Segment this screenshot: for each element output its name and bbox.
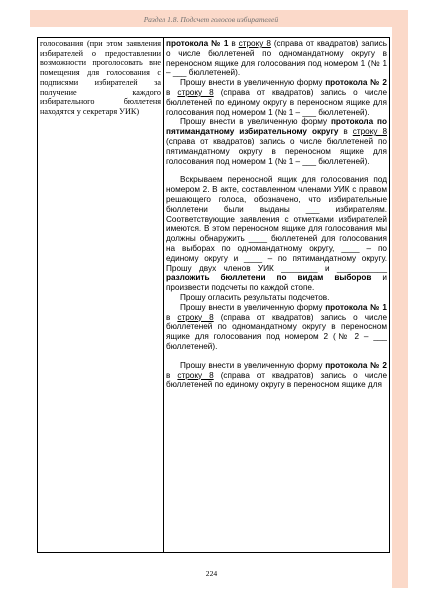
- text-fragment: и произвести подсчеты по каждой стопе.: [166, 273, 387, 293]
- table-row: [38, 38, 390, 553]
- text-fragment: в: [166, 370, 178, 380]
- text-fragment: в: [166, 87, 178, 97]
- text-fragment: (справа от квадратов) запись о числе бюллетеней по единому округу в переносном ящике для голосования под номером 1 (№ 1 – ___ бюллетеней).: [166, 87, 387, 117]
- left-cell-line-2: возможности проголосовать вне помещения для голосования с подписями избирателей за получение каждого избирательного бюллетеня находятся у секретаря УИК): [40, 58, 161, 116]
- content-table: [37, 37, 390, 553]
- text-fragment: Прошу внести в увеличенную форму: [180, 360, 326, 370]
- paragraph-gap: [166, 166, 387, 175]
- page-header: Раздел 1.8. Подсчет голосов избирателей: [30, 10, 392, 27]
- paragraph-protocol-2: [166, 78, 387, 117]
- right-cell-text: [166, 39, 387, 390]
- paragraph-protocol-1-box-2: [166, 303, 387, 352]
- paragraph-gap: [166, 352, 387, 361]
- underlined-line-ref: строку 8: [177, 87, 214, 97]
- paragraph-protocol-five-mandate: [166, 117, 387, 166]
- left-cell-text: [40, 39, 161, 117]
- paragraph-protocol-1: [166, 39, 387, 78]
- side-decoration-bar: [392, 10, 408, 588]
- paragraph-announce-results: [166, 293, 387, 303]
- text-fragment: Прошу внести в увеличенную форму: [180, 117, 331, 127]
- underlined-line-ref: строку 8: [177, 370, 214, 380]
- text-fragment: Прошу внести в увеличенную форму: [180, 302, 326, 312]
- underlined-line-ref: строку 8: [352, 127, 387, 137]
- text-fragment: в: [166, 312, 178, 322]
- underlined-line-ref: строку 8: [238, 39, 271, 48]
- text-fragment: в: [228, 39, 239, 48]
- paragraph-open-box-2: [166, 175, 387, 293]
- text-fragment: Прошу внести в увеличенную форму: [180, 78, 326, 88]
- bold-term: протокола № 2: [325, 78, 387, 88]
- bold-term: протокола № 1: [166, 39, 229, 48]
- text-fragment: (справа от квадратов) запись о числе бюллетеней по пятимандатному округу в переносном ящике для голосования под номером 1 (№ 1 – ___ бюллетеней).: [166, 136, 387, 166]
- right-cell: [164, 38, 390, 553]
- bold-term: разложить бюллетени по видам выборов: [166, 273, 372, 283]
- bold-term: протокола № 2: [325, 360, 387, 370]
- bold-term: протокола по пятимандатному избирательному округу: [166, 117, 387, 137]
- text-fragment: в: [338, 127, 353, 137]
- left-cell: [38, 38, 164, 553]
- page-number: 224: [205, 569, 218, 578]
- text-fragment: (справа от квадратов) запись о числе бюллетеней по единому округу в переносном ящике для: [166, 370, 387, 390]
- text-fragment: Прошу огласить результаты подсчетов.: [180, 292, 330, 302]
- text-fragment: (справа от квадратов) запись о числе бюллетеней по одномандатному округу в переносном ящике для голосования под номером 2 (№ 2 – ___ бюллетеней).: [166, 312, 387, 351]
- paragraph-protocol-2-box-2: [166, 361, 387, 390]
- text-fragment: (справа от квадратов) запись о числе бюллетеней по одномандатному округу в переносном ящике для голосования под номером 1 (№ 1 – ___ бюллетеней).: [166, 39, 387, 78]
- underlined-line-ref: строку 8: [177, 312, 214, 322]
- bold-term: протокола № 1: [325, 302, 387, 312]
- text-fragment: Вскрываем переносной ящик для голосования под номером 2. В акте, составленном членами УИК с правом решающего голоса, обозначено, что избирательные бюллетени были выданы ___ избирателям. Соответствующие заявления с отметками избирателей имеются. В этом переносном ящике для голосования мы должны обнаружить ____ бюллетеней для голосования на выборах по одномандатному округу, ____ – по единому округу и ____ – по пятимандатному округу. Прошу двух членов УИК ________ и ___________: [166, 175, 387, 273]
- left-cell-line-1: голосования (при этом заявления избирателей о предоставлении: [40, 39, 161, 58]
